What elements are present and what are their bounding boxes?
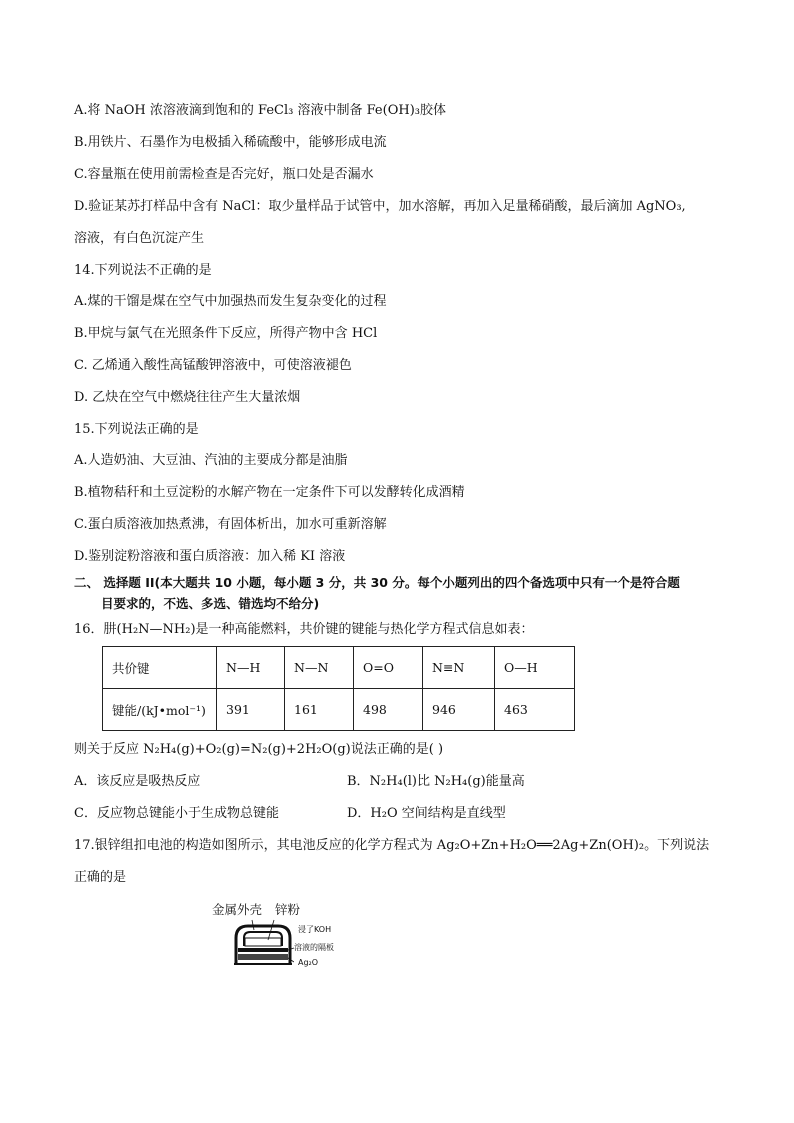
- q15-stem: 15.下列说法正确的是: [74, 422, 199, 437]
- q14-option-d: D. 乙炔在空气中燃烧往往产生大量浓烟: [74, 390, 301, 405]
- figure-label-shell: 金属外壳: [212, 902, 263, 917]
- button-battery-diagram: [232, 916, 294, 970]
- q14-option-b: B.甲烷与氯气在光照条件下反应，所得产物中含 HCl: [74, 326, 378, 341]
- q15-option-a: A.人造奶油、大豆油、汽油的主要成分都是油脂: [74, 453, 348, 468]
- q13-option-d-line2: 溶液，有白色沉淀产生: [74, 231, 205, 246]
- q16-question: 则关于反应 N₂H₄(g)+O₂(g)=N₂(g)+2H₂O(g)说法正确的是( ): [74, 742, 444, 757]
- table-cell: O—H: [495, 647, 575, 689]
- section2-heading-line2: 目要求的，不选、多选、错选均不给分): [101, 596, 320, 611]
- figure-label-koh: 浸了KOH: [298, 925, 332, 934]
- q14-stem: 14.下列说法不正确的是: [74, 263, 212, 278]
- q17-stem-line2: 正确的是: [74, 870, 127, 885]
- q13-option-b: B.用铁片、石墨作为电极插入稀硫酸中，能够形成电流: [74, 135, 387, 150]
- table-cell: N—N: [285, 647, 354, 689]
- table-header-row: [103, 647, 575, 689]
- q16-option-a: A．该反应是吸热反应: [74, 774, 201, 789]
- table-cell: 键能/(kJ•mol⁻¹): [103, 689, 217, 731]
- q15-option-b: B.植物秸秆和土豆淀粉的水解产物在一定条件下可以发酵转化成酒精: [74, 485, 465, 500]
- q14-option-c: C. 乙烯通入酸性高锰酸钾溶液中，可使溶液褪色: [74, 358, 352, 373]
- table-cell: 161: [285, 689, 354, 731]
- q16-option-c: C．反应物总键能小于生成物总键能: [74, 806, 279, 821]
- table-row: [103, 689, 575, 731]
- figure-label-separator: 溶液的隔板: [294, 943, 334, 952]
- q13-option-d-line1: D.验证某苏打样品中含有 NaCl：取少量样品于试管中，加水溶解，再加入足量稀硝酸，最后滴加 AgNO₃,: [74, 199, 686, 214]
- figure-label-ag2o: Ag₂O: [298, 958, 319, 967]
- q13-option-a: A.将 NaOH 浓溶液滴到饱和的 FeCl₃ 溶液中制备 Fe(OH)₃胶体: [74, 103, 446, 118]
- q13-option-c: C.容量瓶在使用前需检查是否完好，瓶口处是否漏水: [74, 167, 374, 182]
- q16-stem: 16．肼(H₂N—NH₂)是一种高能燃料，共价键的键能与热化学方程式信息如表：: [74, 622, 534, 637]
- table-cell: 共价键: [103, 647, 217, 689]
- q14-option-a: A.煤的干馏是煤在空气中加强热而发生复杂变化的过程: [74, 294, 387, 309]
- figure-label-zinc: 锌粉: [275, 902, 301, 917]
- table-cell: 391: [217, 689, 285, 731]
- table-cell: N≡N: [423, 647, 495, 689]
- table-cell: O=O: [354, 647, 423, 689]
- section2-heading-line1: 二、 选择题 II(本大题共 10 小题，每小题 3 分，共 30 分。每个小题列出的四个备选项中只有一个是符合题: [74, 575, 680, 590]
- table-cell: 498: [354, 689, 423, 731]
- q15-option-d: D.鉴别淀粉溶液和蛋白质溶液：加入稀 KI 溶液: [74, 549, 346, 564]
- q17-stem-line1: 17.银锌组扣电池的构造如图所示，其电池反应的化学方程式为 Ag₂O+Zn+H₂O══2Ag+Zn(OH)₂。下列说法: [74, 838, 710, 853]
- table-cell: 463: [495, 689, 575, 731]
- table-cell: 946: [423, 689, 495, 731]
- q16-option-b: B．N₂H₄(l)比 N₂H₄(g)能量高: [347, 774, 525, 789]
- q16-option-d: D．H₂O 空间结构是直线型: [347, 806, 506, 821]
- bond-energy-table: [102, 646, 575, 731]
- table-cell: N—H: [217, 647, 285, 689]
- q15-option-c: C.蛋白质溶液加热煮沸，有固体析出，加水可重新溶解: [74, 517, 387, 532]
